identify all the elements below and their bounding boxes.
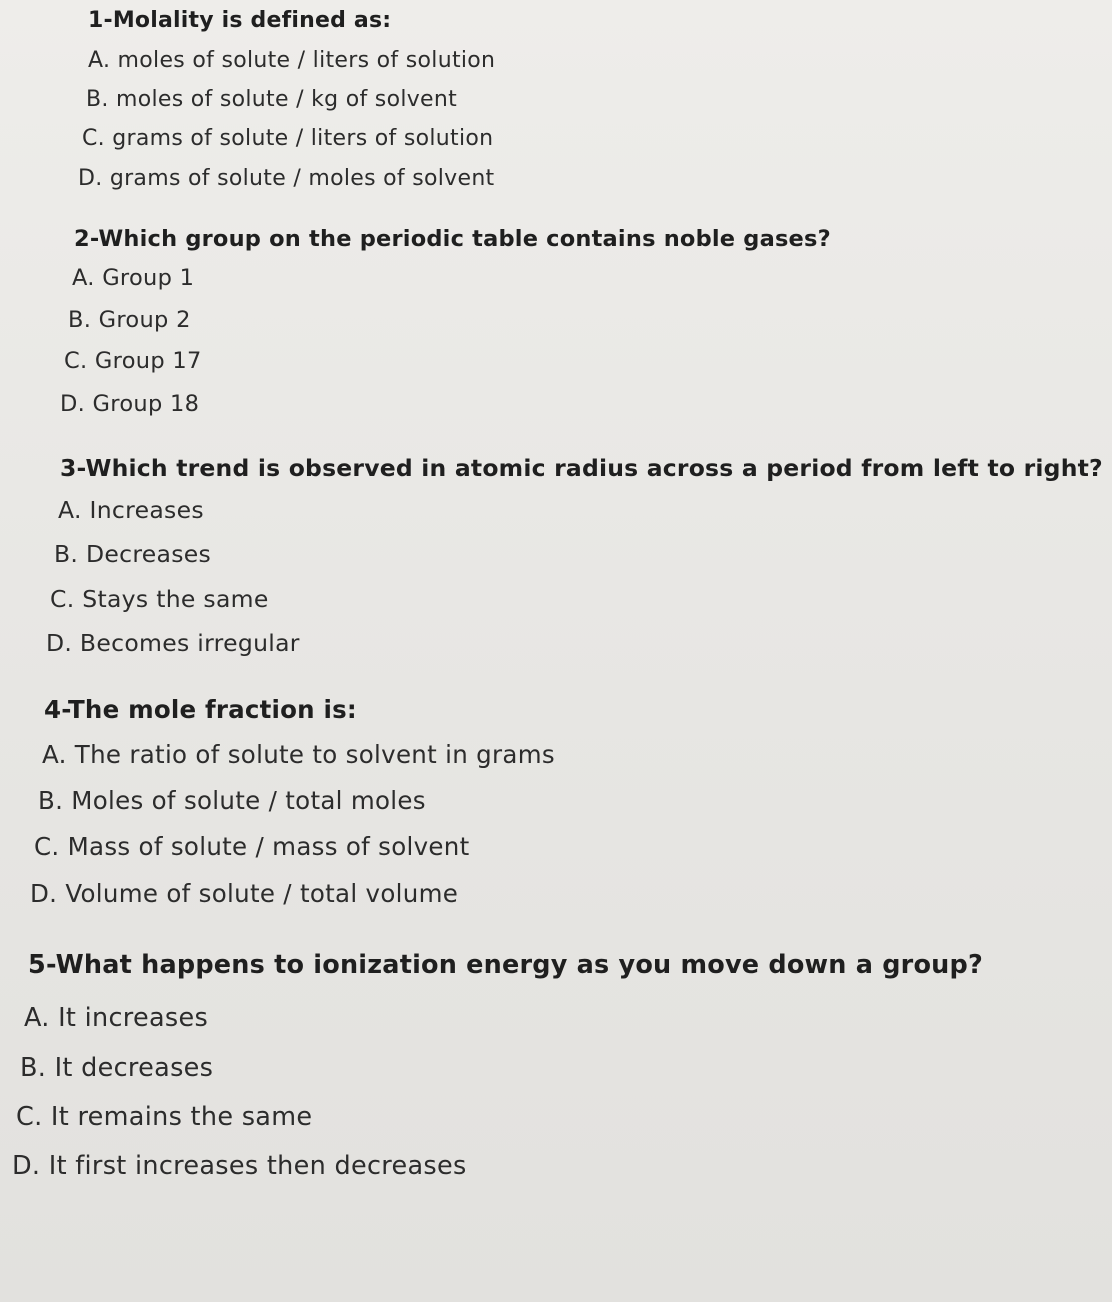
option-c: C. Mass of solute / mass of solvent bbox=[34, 832, 470, 861]
question-title: 2-Which group on the periodic table contains noble gases? bbox=[74, 226, 831, 252]
option-c: C. Stays the same bbox=[50, 585, 269, 613]
option-d: D. grams of solute / moles of solvent bbox=[78, 166, 495, 191]
option-c: C. Group 17 bbox=[64, 348, 202, 374]
option-d: D. Becomes irregular bbox=[46, 629, 300, 657]
option-a: A. It increases bbox=[24, 1003, 209, 1033]
option-b: B. Group 2 bbox=[68, 307, 191, 333]
option-b: B. moles of solute / kg of solvent bbox=[86, 87, 458, 112]
option-b: B. Moles of solute / total moles bbox=[38, 786, 426, 815]
option-a: A. Increases bbox=[58, 496, 204, 524]
question-title: 5-What happens to ionization energy as you move down a group? bbox=[28, 950, 983, 980]
option-a: A. The ratio of solute to solvent in grams bbox=[42, 740, 555, 769]
option-c: C. It remains the same bbox=[16, 1102, 313, 1132]
question-title: 3-Which trend is observed in atomic radius across a period from left to right? bbox=[60, 454, 1103, 482]
option-d: D. It first increases then decreases bbox=[12, 1151, 467, 1181]
option-a: A. moles of solute / liters of solution bbox=[88, 48, 496, 73]
option-b: B. It decreases bbox=[20, 1053, 214, 1083]
option-d: D. Group 18 bbox=[60, 391, 200, 417]
option-c: C. grams of solute / liters of solution bbox=[82, 126, 494, 151]
option-b: B. Decreases bbox=[54, 540, 212, 568]
option-a: A. Group 1 bbox=[72, 265, 195, 291]
option-d: D. Volume of solute / total volume bbox=[30, 879, 459, 908]
question-title: 4-The mole fraction is: bbox=[44, 695, 357, 724]
question-title: 1-Molality is defined as: bbox=[88, 8, 392, 33]
